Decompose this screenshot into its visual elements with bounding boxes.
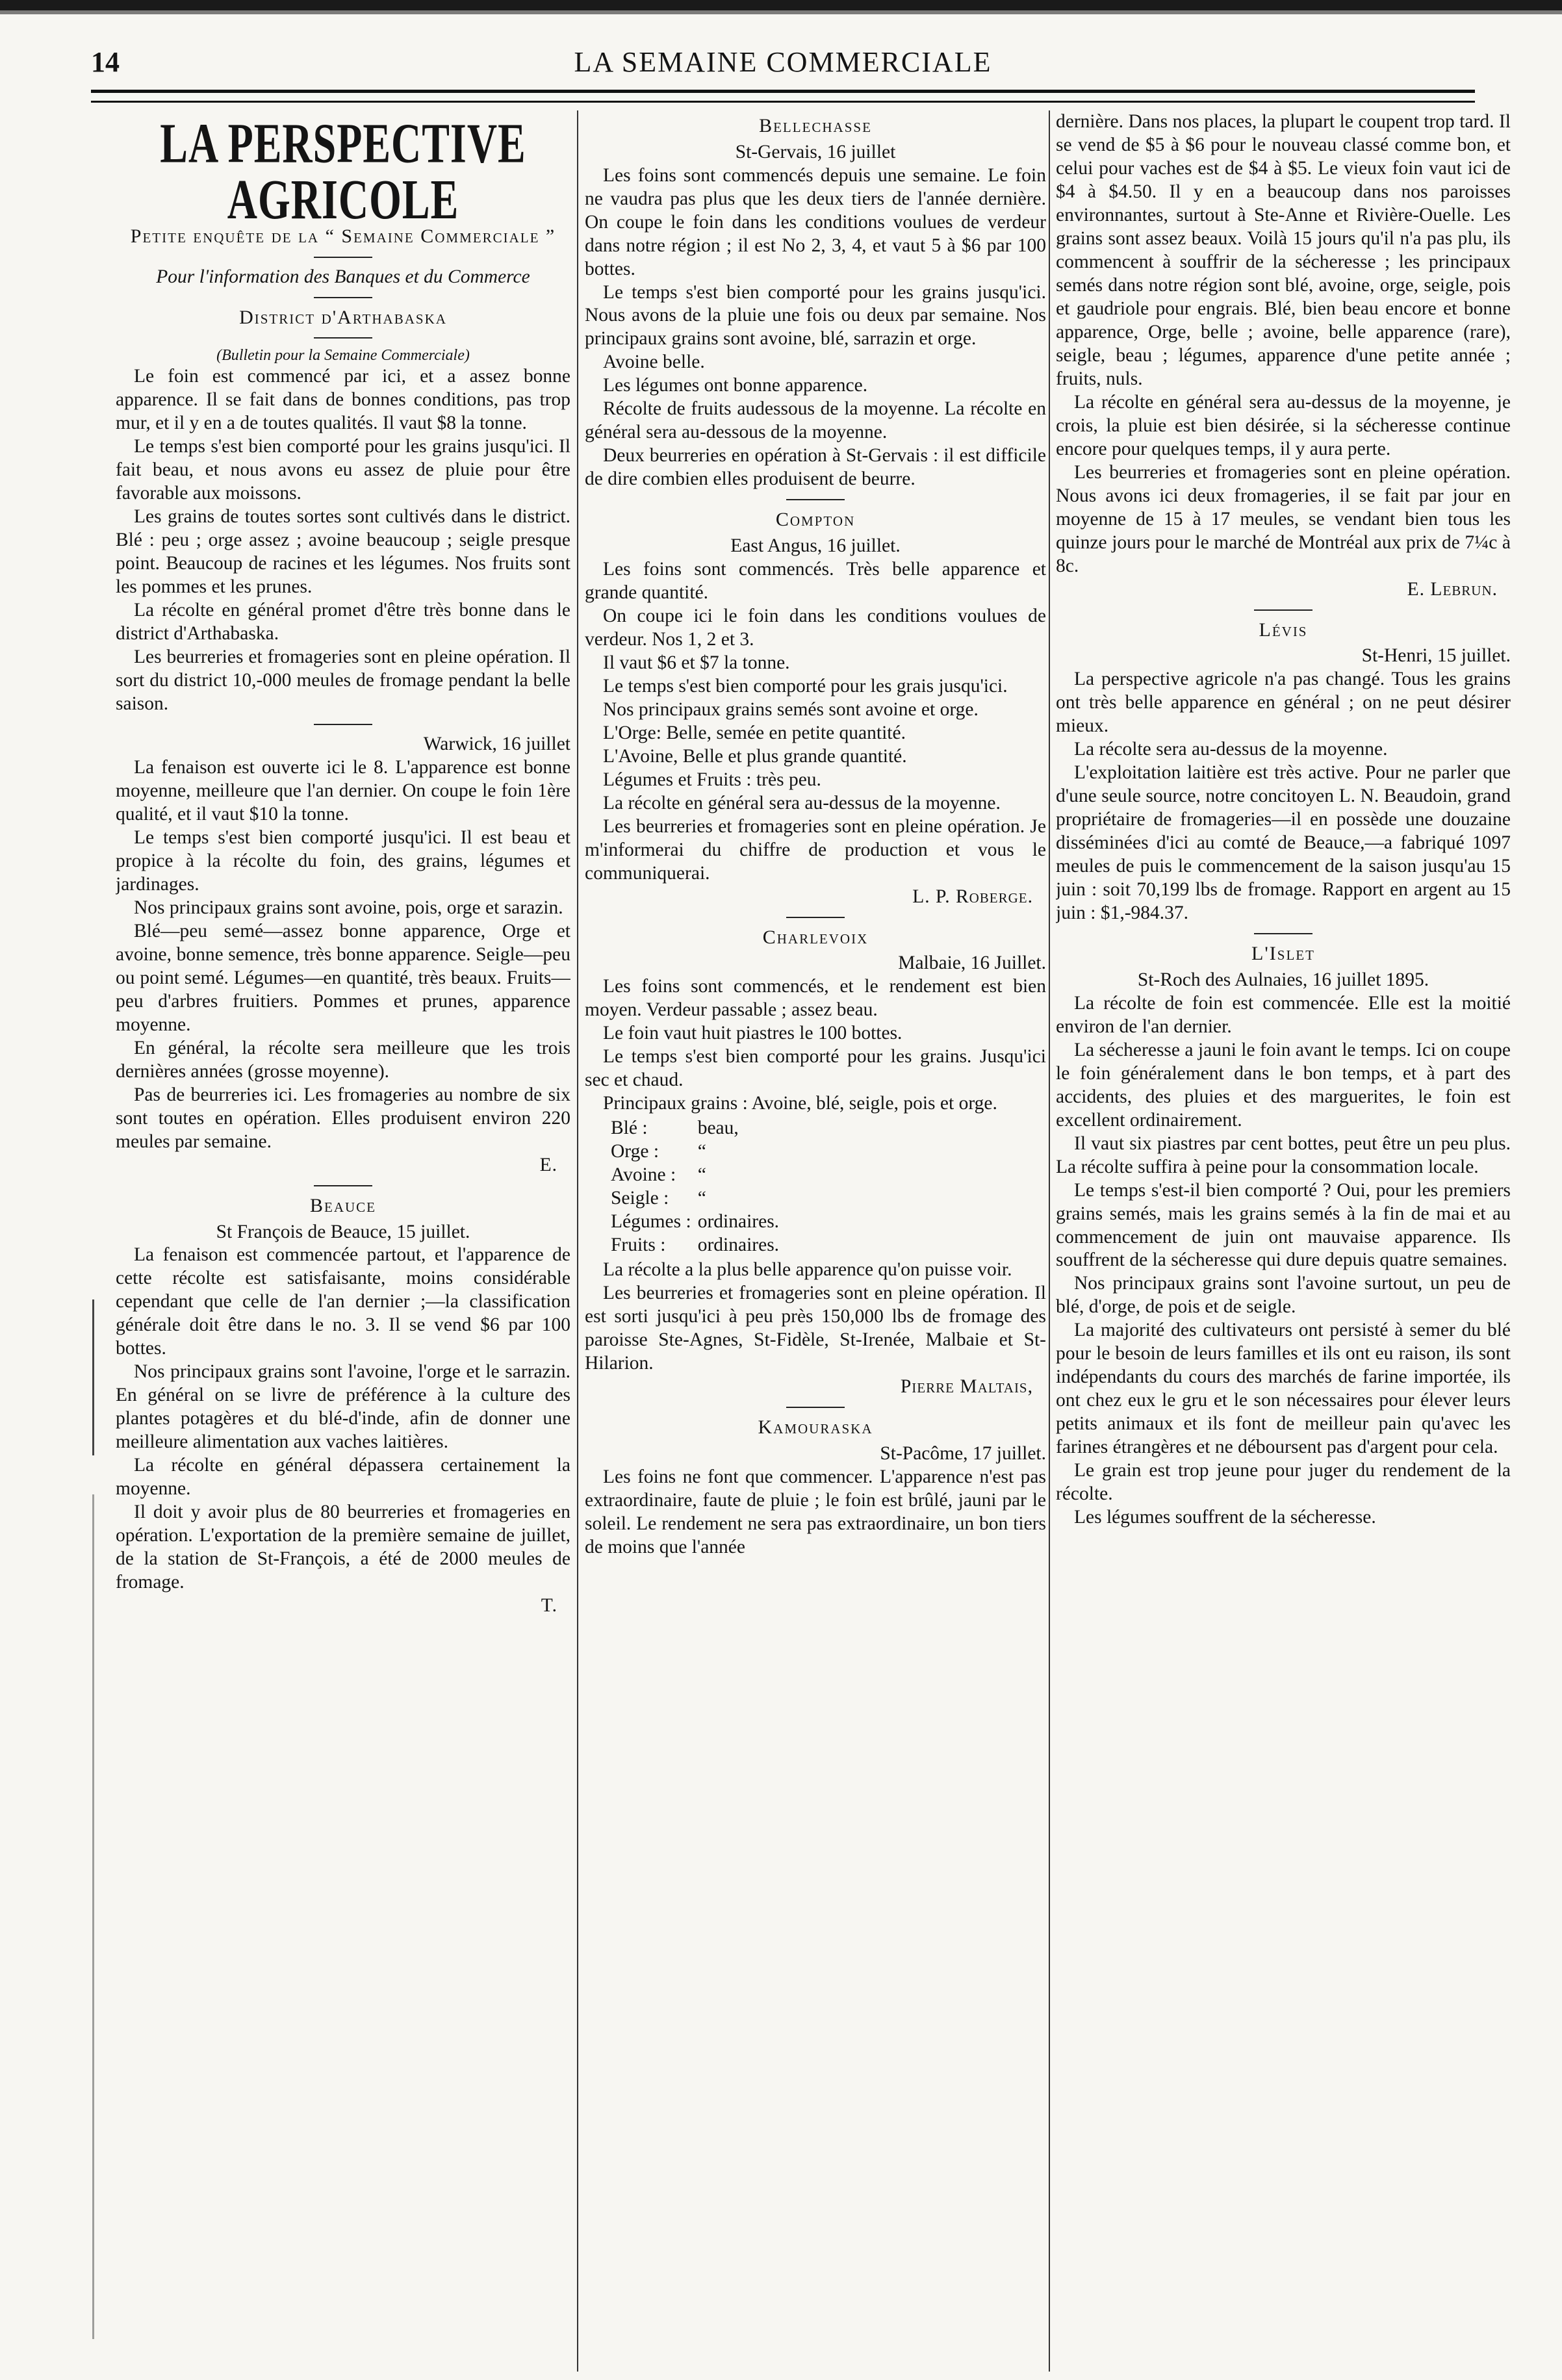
crop-table [611,1117,786,1257]
paragraph: Le temps s'est bien comporté pour les grains jusqu'ici. Nous avons de la pluie une fois ou deux par semaine. Nos principaux grains sont avoine, blé, sarrazin et orge. [585,281,1046,350]
separator [1254,609,1312,611]
table-row [611,1164,786,1187]
signature: T. [541,1595,557,1617]
paragraph: Il vaut $6 et $7 la tonne. [603,652,790,673]
paragraph: Les légumes ont bonne apparence. [603,375,868,396]
paragraph: Nos principaux grains sont l'avoine, l'orge et le sarrazin. En général on se livre de préférence à la culture des plantes potagères et du blé-d'inde, afin de donner une meilleure alimentation aux vaches laitières. [116,1361,570,1453]
paragraph: On coupe ici le foin dans les conditions voulues de verdeur. Nos 1, 2 et 3. [585,605,1046,650]
paragraph: L'Avoine, Belle et plus grande quantité. [603,745,907,767]
paragraph: La récolte en général sera au-dessus de la moyenne, je crois, la pluie est bien désirée, si la sécheresse continue encore pour quelques temps, il y aura perte. [1056,391,1511,459]
separator [786,499,845,500]
crop-name: Fruits : [611,1235,666,1256]
crop-name: Seigle : [611,1188,669,1209]
separator [1254,933,1312,934]
dateline: Malbaie, 16 Juillet. [898,953,1046,974]
paragraph: Le temps s'est bien comporté pour les grais jusqu'ici. [603,675,1008,697]
paragraph: L'Orge: Belle, semée en petite quantité. [603,722,906,743]
paragraph: dernière. Dans nos places, la plupart le coupent trop tard. Il se vend de $5 à $6 pour le nouveau classé comme bon, et celui pour vaches est de $4 à $5. Le vieux foin vaut ici de $4 à $4.50. Il y en a beaucoup dans nos paroisses environnantes, surtout à Ste-Anne et Rivière-Ouelle. Les grains sont assez beaux. Voilà 15 jours qu'il n'a pas plu, ils commencent à souffrir de la sécheresse ; les principaux semés dans notre région sont blé, avoine, orge, seigle, pois et gaudriole pour engrais. Blé, bien beau encore et bonne apparence, Orge, belle ; avoine, belle apparence (rare), seigle, beau ; légumes, apparence d'une petite année ; fruits, nuls. [1056,111,1511,389]
paragraph: Les beurreries et fromageries sont en pleine opération. Je m'informerai du chiffre de production et vous le communiquerai. [585,815,1046,884]
paragraph: La fenaison est commencée partout, et l'apparence de cette récolte est satisfaisante, moins considérable cependant que celle de l'an dernier ;—la classification générale doit être dans le no. 3. Il se vend $6 par 100 bottes. [116,1244,570,1359]
separator [314,724,372,725]
dateline: St-Henri, 15 juillet. [1361,645,1511,667]
separator [314,297,372,298]
column-1 [116,110,570,2372]
paragraph: Les beurreries et fromageries sont en pleine opération. Nous avons ici deux fromageries, il se fait par jour en moyenne de 15 à 17 meules, se vendant bien tous les quinze jours pour le marché de Montréal aux prix de 7¼c à 8c. [1056,461,1511,576]
dateline: St François de Beauce, 15 juillet. [216,1221,470,1242]
article-subtitle: Petite enquête de la “ Semaine Commerciale ” [130,225,556,247]
separator [786,917,845,918]
region-heading: Kamouraska [758,1416,873,1438]
paragraph: Les foins sont commencés depuis une semaine. Le foin ne vaudra pas plus que les deux tiers de l'année dernière. On coupe le foin dans les conditions voulues de verdeur dans notre région ; il est No 2, 3, 4, et vaut 5 à $6 par 100 bottes. [585,164,1046,279]
dateline: Warwick, 16 juillet [423,734,570,755]
dateline: St-Pacôme, 17 juillet. [880,1442,1046,1464]
table-row [611,1140,786,1164]
paragraph: Les foins sont commencés, et le rendement est bien moyen. Verdeur passable ; assez beau. [585,976,1046,1021]
paragraph: Le temps s'est bien comporté pour les grains. Jusqu'ici sec et chaud. [585,1046,1046,1091]
region-heading: Charlevoix [762,926,869,948]
crop-name: Blé : [611,1118,648,1139]
district-heading: District d'Arthabaska [239,306,447,328]
column-divider [577,110,578,2372]
paragraph: La récolte sera au-dessus de la moyenne. [1074,739,1388,760]
paragraph: Pas de beurreries ici. Les fromageries au nombre de six sont toutes en opération. Elles produisent environ 220 meules par semaine. [116,1084,570,1152]
dateline: St-Gervais, 16 juillet [735,141,896,162]
paragraph: Le temps s'est bien comporté pour les grains jusqu'ici. Il fait beau, et nous avons eu assez de pluie pour être favorable aux moissons. [116,436,570,504]
paragraph: Légumes et Fruits : très peu. [603,769,821,790]
paragraph: Les grains de toutes sortes sont cultivés dans le district. Blé : peu ; orge assez ; avoine beaucoup ; seigle presque point. Beaucoup de racines et les légumes. Nos fruits sont les pommes et les prunes. [116,506,570,598]
paragraph: Avoine belle. [603,352,705,373]
paragraph: Les foins ne font que commencer. L'apparence n'est pas extraordinaire, faute de pluie ; le foin est brûlé, jauni par le soleil. Le rendement ne sera pas extraordinaire, un bon tiers de moins que l'année [585,1466,1046,1557]
paragraph: Les légumes souffrent de la sécheresse. [1074,1507,1376,1528]
signature: E. [539,1154,557,1175]
page-number: 14 [91,46,120,78]
column-3 [1056,110,1511,2372]
crop-status: beau, [697,1118,739,1139]
paragraph: La récolte en général sera au-dessus de la moyenne. [603,792,1001,813]
paragraph: Le temps s'est bien comporté jusqu'ici. Il est beau et propice à la récolte du foin, des grains, légumes et jardinages. [116,827,570,895]
separator [786,1407,845,1408]
region-heading: L'Islet [1251,943,1315,965]
paragraph: Nos principaux grains sont l'avoine surtout, un peu de blé, d'orge, de pois et de seigle. [1056,1273,1511,1318]
table-row [611,1234,786,1257]
crop-status: ordinaires. [697,1211,780,1233]
paragraph: Nos principaux grains semés sont avoine et orge. [603,698,979,720]
crop-status: “ [697,1141,706,1162]
paragraph: Récolte de fruits audessous de la moyenne. La récolte en général sera au-dessous de la moyenne. [585,398,1046,443]
table-row [611,1187,786,1210]
crop-name: Avoine : [611,1164,676,1186]
region-heading: Lévis [1259,619,1308,641]
bulletin-note: (Bulletin pour la Semaine Commerciale) [216,347,470,365]
region-heading: Beauce [309,1194,376,1216]
paragraph: Blé—peu semé—assez bonne apparence, Orge et avoine, bonne semence, très bonne apparence. Seigle—peu ou point semé. Légumes—en quantité, très beaux. Fruits—peu d'arbres fruitiers. Pommes et prunes, apparence moyenne. [116,921,570,1036]
table-row [611,1210,786,1234]
paragraph: La récolte en général dépassera certainement la moyenne. [116,1455,570,1500]
header-rule [91,90,1475,103]
running-title: LA SEMAINE COMMERCIALE [574,46,992,78]
paragraph: La majorité des cultivateurs ont persisté à semer du blé pour le besoin de leurs familles et ils ont eu raison, ils sont indépendants du cours des marchés de farine importée, ils ont chez eux le gru et le son nécessaires pour élever leurs petits animaux et ils font de meilleur pain qu'avec les farines étrangères et ne déboursent pas d'argent pour cela. [1056,1320,1511,1458]
column-divider [1049,110,1050,2372]
paragraph: Le foin est commencé par ici, et a assez bonne apparence. Il se fait dans de bonnes conditions, pas trop mur, et il y en a de toutes qualités. Il vaut $8 la tonne. [116,366,570,434]
paragraph: La récolte de foin est commencée. Elle est la moitié environ de l'an dernier. [1056,992,1511,1037]
signature: L. P. Roberge. [912,886,1033,907]
separator [314,257,372,258]
dateline: East Angus, 16 juillet. [730,535,901,556]
separator [314,1185,372,1186]
scan-top-shadow [0,10,1562,14]
column-2 [585,110,1046,2372]
signature: Pierre Maltais, [900,1376,1033,1398]
paragraph: Il doit y avoir plus de 80 beurreries et fromageries en opération. L'exportation de la première semaine de juillet, de la station de St-François, a été de 2000 meules de fromage. [116,1502,570,1593]
crop-status: “ [697,1188,706,1209]
paragraph: Nos principaux grains sont avoine, pois, orge et sarazin. [134,897,563,919]
article-subtitle-italic: Pour l'information des Banques et du Commerce [156,266,530,287]
table-row [611,1117,786,1140]
paragraph: Les beurreries et fromageries sont en pleine opération. Il est sorti jusqu'ici à peu près 150,000 lbs de fromage des paroisse Ste-Agnes, St-Fidèle, St-Irenée, Malbaie et St-Hilarion. [585,1283,1046,1374]
region-heading: Compton [775,509,856,531]
crop-name: Orge : [611,1141,659,1162]
paragraph: L'exploitation laitière est très active. Pour ne parler que d'une seule source, notre concitoyen L. N. Beaudoin, grand propriétaire de fromageries—il en possède une douzaine disséminées d'ici au comté de Beauce,—a fabriqué 1097 meules de puis le commencement de la saison jusqu'au 15 juin : soit 70,199 lbs de fromage. Rapport en argent au 15 juin : $1,-984.37. [1056,762,1511,924]
page-header [91,40,1475,86]
paragraph: Principaux grains : Avoine, blé, seigle, pois et orge. [603,1093,997,1114]
crop-status: ordinaires. [697,1235,780,1256]
paragraph: Les beurreries et fromageries sont en pleine opération. Il sort du district 10,-000 meules de fromage pendant la belle saison. [116,646,570,715]
crop-name: Légumes : [611,1211,691,1233]
paragraph: Le temps s'est-il bien comporté ? Oui, pour les premiers grains semés, mais les grains semés à la fin de mai et au commencement de juin ont mauvaise apparence. Ils souffrent de la sécheresse qui dure depuis quatre semaines. [1056,1179,1511,1271]
dateline: St-Roch des Aulnaies, 16 juillet 1895. [1137,969,1429,990]
paragraph: Il vaut six piastres par cent bottes, peut être un peu plus. La récolte suffira à peine pour la consommation locale. [1056,1132,1511,1177]
margin-mark [92,1494,94,2339]
paragraph: La fenaison est ouverte ici le 8. L'apparence est bonne moyenne, meilleure que l'an dernier. On coupe le foin 1ère qualité, et il vaut $10 la tonne. [116,757,570,825]
crop-status: “ [697,1164,706,1186]
paragraph: La perspective agricole n'a pas changé. Tous les grains ont très belle apparence en général ; on ne peut désirer mieux. [1056,669,1511,737]
article-headline: LA PERSPECTIVE AGRICOLE [160,112,526,231]
paragraph: En général, la récolte sera meilleure que les trois dernières années (grosse moyenne). [116,1038,570,1082]
paragraph: La récolte en général promet d'être très bonne dans le district d'Arthabaska. [116,600,570,645]
paragraph: Les foins sont commencés. Très belle apparence et grande quantité. [585,558,1046,603]
paragraph: Le foin vaut huit piastres le 100 bottes. [603,1023,903,1044]
signature: E. Lebrun. [1407,578,1498,600]
margin-mark [92,1299,94,1455]
scan-top-border [0,0,1562,10]
paragraph: La sécheresse a jauni le foin avant le temps. Ici on coupe le foin généralement dans le bon temps, et à part des accidents, des pluies et des marguerites, le foin est excellent ordinairement. [1056,1039,1511,1131]
paragraph: Le grain est trop jeune pour juger du rendement de la récolte. [1056,1460,1511,1505]
paragraph: Deux beurreries en opération à St-Gervais : il est difficile de dire combien elles produisent de beurre. [585,445,1046,490]
region-heading: Bellechasse [759,115,872,136]
separator [314,337,372,339]
paragraph: La récolte a la plus belle apparence qu'on puisse voir. [603,1259,1012,1281]
